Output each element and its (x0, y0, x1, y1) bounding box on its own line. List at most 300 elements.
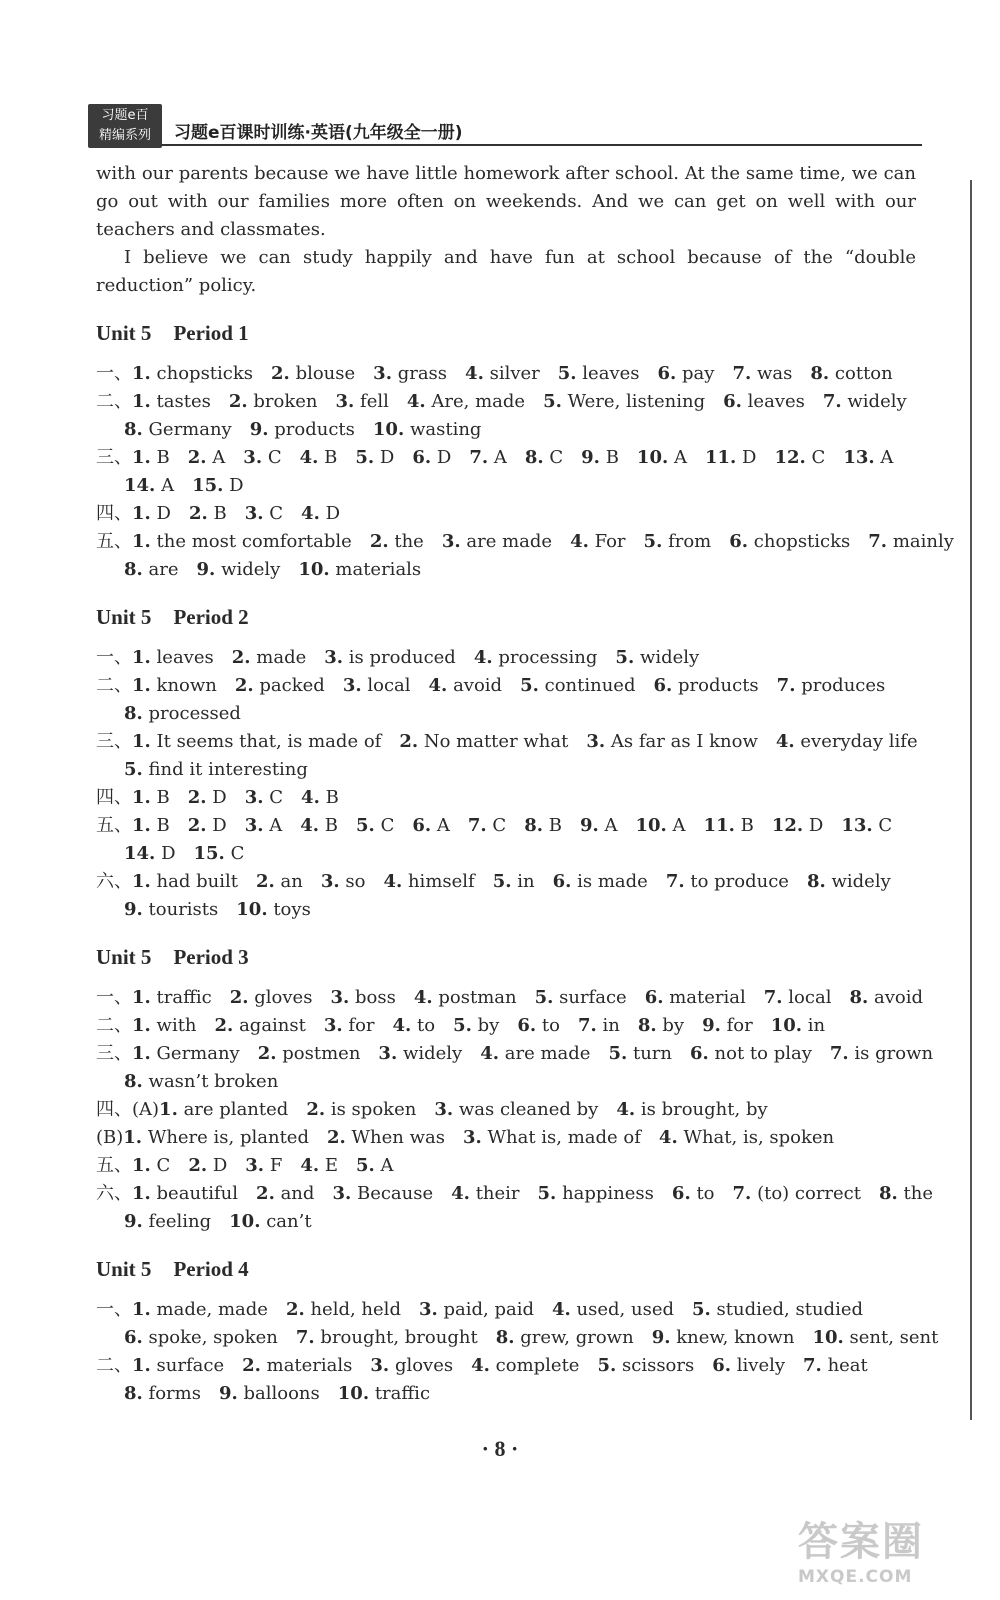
answer-number: 13. (843, 447, 875, 468)
answer-text: are made (504, 1043, 591, 1064)
answer-item (298, 559, 421, 580)
answer-item (245, 503, 283, 524)
answer-number: 3. (418, 1299, 438, 1320)
answer-item (774, 447, 825, 468)
answer-text: by (662, 1015, 685, 1036)
answer-item (296, 1327, 478, 1348)
answer-item (123, 1127, 309, 1148)
answer-number: 4. (552, 1299, 571, 1320)
answer-number: 5. (615, 647, 635, 668)
answer-text: What, is, spoken (683, 1127, 835, 1148)
answer-line (96, 984, 924, 1012)
answer-text: C (549, 447, 564, 468)
answer-item (132, 1043, 240, 1064)
answer-number: 3. (370, 1355, 390, 1376)
answer-item (810, 363, 892, 384)
answer-item (393, 1015, 436, 1036)
period-label: Period 4 (173, 1257, 249, 1281)
answer-text: (to) correct (757, 1183, 861, 1204)
answer-number: 8. (124, 1071, 143, 1092)
answer-text: local (367, 675, 411, 696)
answer-text: A (269, 815, 283, 836)
answer-number: 3. (586, 731, 606, 752)
answer-item (132, 1155, 170, 1176)
answer-number: 5. (124, 759, 143, 780)
answer-line (96, 1068, 916, 1096)
answer-item (414, 987, 517, 1008)
answer-text: so (345, 871, 366, 892)
answer-text: processed (148, 703, 241, 724)
answer-number: 3. (244, 787, 264, 808)
answer-text: chopsticks (753, 531, 851, 552)
answer-number: 9. (651, 1327, 671, 1348)
answer-text: known (156, 675, 217, 696)
answer-number: 15. (192, 475, 224, 496)
answer-line (96, 672, 916, 700)
answer-item (327, 1127, 445, 1148)
answer-number: 7. (469, 447, 489, 468)
answer-number: 3. (330, 987, 350, 1008)
answer-text: leaves (582, 363, 640, 384)
answer-line (96, 644, 916, 672)
answer-number: 3. (320, 871, 340, 892)
answer-item (434, 1099, 598, 1120)
answer-text: B (605, 447, 619, 468)
answer-text: surface (156, 1355, 225, 1376)
answer-sections (96, 318, 954, 1408)
answer-text: himself (407, 871, 475, 892)
answer-item (841, 815, 892, 836)
answer-item (321, 871, 366, 892)
answer-number: 1. (123, 1127, 143, 1148)
answer-text: C (269, 787, 284, 808)
answer-number: 4. (658, 1127, 678, 1148)
answer-number: 4. (616, 1099, 636, 1120)
answer-number: 2. (369, 531, 389, 552)
answer-number: 9. (581, 447, 600, 468)
answer-text: find it interesting (148, 759, 308, 780)
answer-text: paid, paid (443, 1299, 535, 1320)
answer-number: 4. (300, 815, 320, 836)
question-group-marker: 四、 (96, 787, 132, 808)
answer-item (399, 731, 568, 752)
answer-item (229, 391, 318, 412)
answer-line (96, 700, 916, 728)
answer-number: 3. (462, 1127, 482, 1148)
answer-number: 8. (495, 1327, 515, 1348)
answer-number: 2. (234, 675, 254, 696)
answer-item (229, 1211, 311, 1232)
answer-item (378, 1043, 462, 1064)
answer-number: 8. (637, 1015, 657, 1036)
answer-number: 8. (524, 447, 544, 468)
answer-text: produces (801, 675, 886, 696)
question-group-marker: 一、 (96, 1299, 132, 1320)
question-group-marker: 六、 (96, 1183, 132, 1204)
answer-line (96, 1324, 939, 1352)
answer-item (451, 1183, 519, 1204)
answer-line (96, 444, 916, 472)
answer-text: held, held (310, 1299, 401, 1320)
answer-item (771, 1015, 825, 1036)
answer-text: C (269, 503, 284, 524)
answer-item (301, 503, 340, 524)
answer-item (189, 503, 227, 524)
answer-text: local (788, 987, 832, 1008)
answer-number: 7. (763, 987, 783, 1008)
answer-item (132, 815, 170, 836)
answer-text: for (348, 1015, 375, 1036)
answer-item (468, 815, 506, 836)
answer-text: packed (259, 675, 325, 696)
answer-text: mainly (892, 531, 954, 552)
answer-text: is spoken (330, 1099, 417, 1120)
answer-item (188, 787, 227, 808)
period-label: Period 3 (173, 945, 249, 969)
answer-item (124, 1071, 278, 1092)
answer-number: 3. (245, 1155, 265, 1176)
answer-text: happiness (562, 1183, 654, 1204)
answer-item (465, 363, 540, 384)
answer-number: 8. (124, 703, 143, 724)
answer-item (132, 447, 170, 468)
answer-number: 3. (441, 531, 461, 552)
answer-number: 8. (806, 871, 826, 892)
answer-number: 2. (256, 1183, 275, 1204)
answer-number: 10. (337, 1383, 370, 1404)
answer-number: 5. (492, 871, 512, 892)
answer-item (301, 787, 339, 808)
answer-item (356, 1155, 394, 1176)
answer-item (219, 1383, 320, 1404)
answer-number: 4. (406, 391, 426, 412)
answer-number: 5. (356, 815, 375, 836)
answer-number: 4. (451, 1183, 470, 1204)
answer-number: 11. (703, 815, 735, 836)
question-group-marker: (B) (96, 1127, 124, 1148)
answer-text: Germany (156, 1043, 240, 1064)
answer-number: 3. (243, 447, 263, 468)
answer-number: 7. (829, 1043, 849, 1064)
answer-text: C (380, 815, 395, 836)
answer-number: 5. (537, 1183, 557, 1204)
answer-number: 6. (712, 1355, 732, 1376)
answer-number: 8. (849, 987, 869, 1008)
answer-number: 7. (776, 675, 796, 696)
answer-number: 5. (534, 987, 554, 1008)
answer-text: traffic (156, 987, 212, 1008)
answer-number: 3. (373, 363, 392, 384)
answer-text: made (256, 647, 307, 668)
answer-line (96, 416, 916, 444)
answer-item (324, 1015, 375, 1036)
answer-item (132, 1015, 197, 1036)
answer-text: sent, sent (849, 1327, 939, 1348)
answer-number: 3. (332, 1183, 352, 1204)
answer-number: 8. (124, 419, 143, 440)
answer-text: in (517, 871, 535, 892)
answer-text: B (156, 787, 170, 808)
answer-number: 8. (524, 815, 543, 836)
answer-line (96, 528, 954, 556)
header-divider (162, 144, 922, 146)
question-group-marker: 五、 (96, 815, 132, 836)
answer-text: can’t (266, 1211, 312, 1232)
answer-item (343, 675, 411, 696)
series-logo (88, 104, 162, 148)
answer-text: and (280, 1183, 315, 1204)
answer-text: A (380, 1155, 394, 1176)
answer-number: 7. (803, 1355, 822, 1376)
answer-number: 7. (467, 815, 487, 836)
answer-number: 11. (704, 447, 737, 468)
answer-text: B (156, 815, 170, 836)
answer-item (188, 815, 227, 836)
answer-text: surface (559, 987, 627, 1008)
answer-number: 14. (124, 475, 156, 496)
answer-item (777, 675, 886, 696)
answer-item (124, 1383, 201, 1404)
answer-text: to (696, 1183, 715, 1204)
answer-item (124, 1327, 278, 1348)
answer-number: 2. (231, 647, 251, 668)
answer-text: What is, made of (487, 1127, 641, 1148)
answer-text: widely (847, 391, 907, 412)
answer-number: 1. (132, 675, 151, 696)
answer-text: processing (498, 647, 598, 668)
answer-item (192, 475, 244, 496)
answer-number: 2. (228, 391, 248, 412)
answer-item (538, 1183, 654, 1204)
answer-text: from (668, 531, 712, 552)
answer-number: 2. (255, 871, 275, 892)
answer-number: 5. (608, 1043, 628, 1064)
answer-item (215, 1015, 306, 1036)
answer-item (236, 899, 311, 920)
page-number: · 8 · (481, 1436, 519, 1461)
answer-item (581, 447, 619, 468)
answer-item (194, 843, 245, 864)
answer-item (429, 675, 503, 696)
answer-text: traffic (374, 1383, 431, 1404)
answer-number: 4. (465, 363, 484, 384)
answer-text: not to play (714, 1043, 812, 1064)
answer-text: is grown (854, 1043, 934, 1064)
answer-number: 1. (132, 815, 151, 836)
answer-item (370, 531, 424, 552)
answer-text: A (493, 447, 507, 468)
answer-number: 2. (214, 1015, 234, 1036)
answer-number: 10. (298, 559, 330, 580)
question-group-marker: 一、 (96, 987, 132, 1008)
answer-item (463, 1127, 641, 1148)
answer-item (124, 899, 218, 920)
answer-text: had built (156, 871, 238, 892)
answer-text: leaves (747, 391, 805, 412)
answer-number: 4. (392, 1015, 412, 1036)
answer-text: B (325, 787, 339, 808)
answer-number: 9. (249, 419, 269, 440)
answer-text: Germany (148, 419, 232, 440)
answer-number: 6. (124, 1327, 143, 1348)
answer-item (419, 1299, 534, 1320)
answer-item (242, 1355, 352, 1376)
answer-text: For (594, 531, 626, 552)
answer-item (524, 815, 562, 836)
answer-item (733, 1183, 861, 1204)
answer-text: in (602, 1015, 620, 1036)
answer-item (659, 1127, 834, 1148)
answer-line (96, 728, 916, 756)
answer-text: turn (632, 1043, 672, 1064)
watermark-logo (798, 1510, 968, 1590)
unit-heading (96, 318, 916, 348)
answer-text: lively (736, 1355, 786, 1376)
answer-text: chopsticks (156, 363, 254, 384)
answer-item (330, 987, 395, 1008)
answer-text: Are, made (431, 391, 526, 412)
answer-number: 5. (520, 675, 539, 696)
answer-item (652, 1327, 795, 1348)
answer-text: D (156, 503, 171, 524)
answer-text: in (807, 1015, 826, 1036)
essay-paragraph-2: I believe we can study happily and have fun at school because of the “double reduction” policy. (96, 247, 916, 296)
logo-line-1: 习题e百 (101, 108, 149, 123)
answer-line (96, 1096, 916, 1124)
answer-number: 6. (657, 363, 677, 384)
answer-text: B (324, 447, 338, 468)
answer-text: C (492, 815, 507, 836)
question-group-marker: 三、 (96, 731, 132, 752)
answer-number: 10. (229, 1211, 261, 1232)
answer-item (517, 1015, 560, 1036)
answer-item (412, 447, 451, 468)
answer-item (132, 647, 214, 668)
answer-number: 5. (597, 1355, 617, 1376)
answer-number: 3. (244, 815, 264, 836)
answer-text: It seems that, is made of (156, 731, 382, 752)
question-group-marker: 五、 (96, 1155, 132, 1176)
answer-number: 4. (570, 531, 589, 552)
answer-item (232, 647, 307, 668)
answer-text: material (669, 987, 746, 1008)
answer-text: Were, listening (567, 391, 706, 412)
answer-item (132, 787, 170, 808)
answer-number: 5. (543, 391, 562, 412)
answer-number: 2. (327, 1127, 346, 1148)
answer-number: 7. (577, 1015, 597, 1036)
answer-text: are planted (183, 1099, 289, 1120)
answer-item (616, 1099, 767, 1120)
answer-number: 1. (132, 1015, 151, 1036)
answer-number: 10. (372, 419, 405, 440)
answer-line (96, 360, 916, 388)
answer-text: feeling (148, 1211, 212, 1232)
answer-number: 4. (428, 675, 448, 696)
answer-number: 6. (729, 531, 749, 552)
answer-number: 1. (159, 1099, 178, 1120)
answer-text: A (880, 447, 894, 468)
answer-text: C (267, 447, 282, 468)
question-group-marker: 五、 (96, 531, 132, 552)
answer-line (96, 812, 916, 840)
answer-line (96, 1208, 916, 1236)
answer-item (383, 871, 474, 892)
answer-item (132, 987, 212, 1008)
answer-number: 1. (132, 391, 151, 412)
answer-item (803, 1355, 868, 1376)
answer-text: the (394, 531, 424, 552)
answer-item (245, 815, 283, 836)
answer-item (355, 447, 394, 468)
answer-number: 6. (552, 871, 572, 892)
answer-item (124, 703, 241, 724)
answer-item (256, 871, 303, 892)
answer-item (586, 731, 757, 752)
answer-item (843, 447, 893, 468)
answer-text: materials (266, 1355, 353, 1376)
answer-item (124, 843, 176, 864)
answer-text: widely (831, 871, 891, 892)
answer-text: avoid (453, 675, 503, 696)
answer-item (597, 1355, 694, 1376)
unit-label: Unit 5 (96, 945, 152, 969)
answer-line (96, 556, 916, 584)
answer-item (124, 419, 232, 440)
answer-number: 8. (124, 1383, 143, 1404)
answer-text: are (148, 559, 179, 580)
answer-number: 1. (132, 731, 151, 752)
answer-item (578, 1015, 620, 1036)
answer-text: A (672, 815, 686, 836)
answer-number: 8. (124, 559, 143, 580)
answer-item (124, 475, 174, 496)
answer-item (336, 391, 389, 412)
answer-number: 5. (453, 1015, 472, 1036)
answer-text: wasn’t broken (148, 1071, 279, 1092)
answer-item (258, 1043, 361, 1064)
answer-line (96, 388, 916, 416)
answer-item (245, 787, 283, 808)
answer-item (729, 531, 850, 552)
answer-number: 1. (132, 1183, 151, 1204)
answer-item (702, 1015, 753, 1036)
answer-text: silver (489, 363, 540, 384)
answer-item (373, 363, 447, 384)
answer-number: 2. (257, 1043, 277, 1064)
answer-item (608, 1043, 672, 1064)
essay-paragraph-1: with our parents because we have little homework after school. At the same time, we can go out with our families more often on weekends. And we can get on well with our teachers and classmates. (96, 163, 916, 240)
answer-text: A (604, 815, 618, 836)
answer-item (705, 447, 757, 468)
answer-text: As far as I know (610, 731, 758, 752)
answer-item (807, 871, 891, 892)
answer-item (250, 419, 355, 440)
answer-text: F (269, 1155, 283, 1176)
answer-item (644, 531, 712, 552)
period-label: Period 2 (173, 605, 249, 629)
answer-number: 2. (187, 815, 207, 836)
answer-text: No matter what (423, 731, 569, 752)
answer-number: 4. (301, 503, 320, 524)
answer-number: 1. (132, 1043, 151, 1064)
answer-line (96, 868, 916, 896)
book-title: 习题e百课时训练·英语(九年级全一册) (174, 123, 463, 143)
answer-text: forms (148, 1383, 201, 1404)
answer-line (96, 1180, 934, 1208)
answer-item (666, 871, 789, 892)
answer-number: 3. (335, 391, 355, 412)
